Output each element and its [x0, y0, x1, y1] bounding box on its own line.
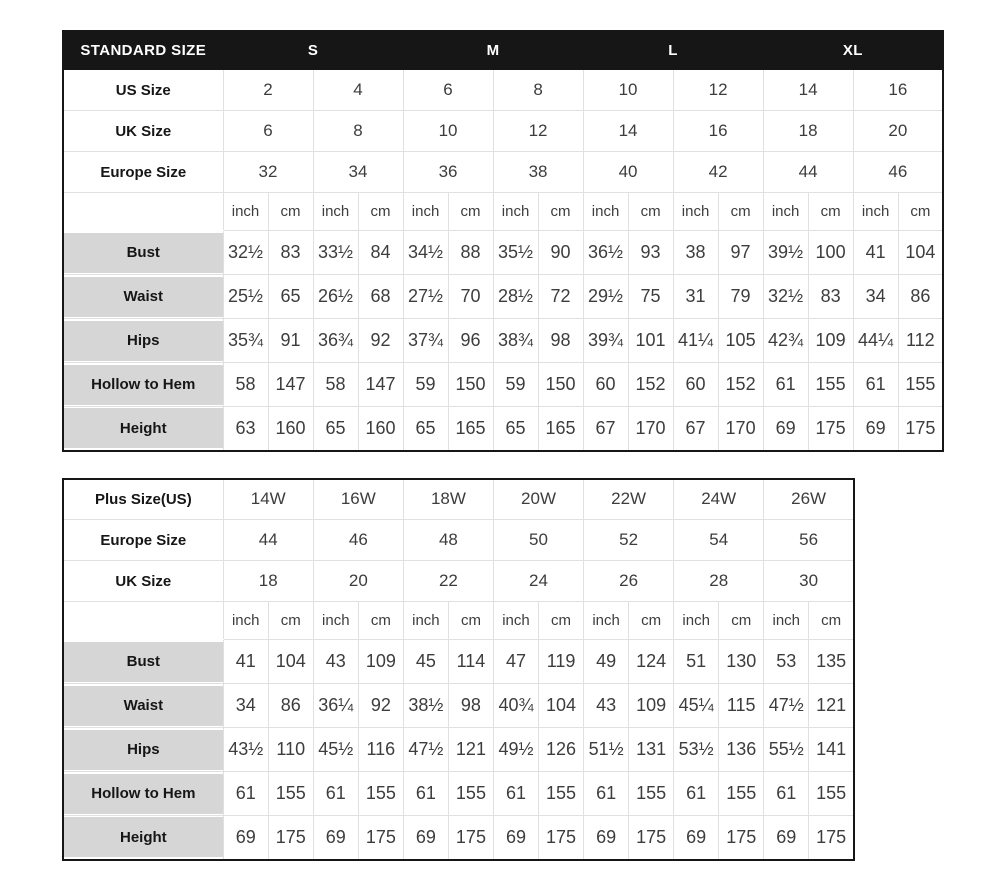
standard-table-body [63, 31, 943, 451]
measure-value-cell: 105 [718, 319, 763, 363]
measure-value-cell: 67 [673, 407, 718, 451]
measure-value-cell: 147 [268, 363, 313, 407]
measure-value-cell: 175 [719, 816, 764, 860]
measure-row-label: Waist [64, 686, 223, 726]
measure-label-cell [63, 363, 223, 407]
measure-value-cell: 69 [584, 816, 629, 860]
measure-row [63, 231, 943, 275]
unit-label-cell: cm [358, 193, 403, 231]
measure-value-cell: 61 [674, 772, 719, 816]
measure-value-cell: 61 [764, 772, 809, 816]
measure-value-cell: 155 [719, 772, 764, 816]
measure-value-cell: 175 [809, 816, 854, 860]
measure-value-cell: 86 [268, 684, 313, 728]
row-label: UK Size [63, 111, 223, 152]
measure-label-cell [63, 640, 223, 684]
measure-value-cell: 42¾ [763, 319, 808, 363]
size-value-cell: 42 [673, 152, 763, 193]
measure-value-cell: 131 [629, 728, 674, 772]
measure-value-cell: 155 [448, 772, 493, 816]
measure-value-cell: 175 [539, 816, 584, 860]
measure-value-cell: 100 [808, 231, 853, 275]
measure-value-cell: 104 [539, 684, 584, 728]
standard-size-table [62, 30, 944, 452]
measure-value-cell: 69 [764, 816, 809, 860]
measure-value-cell: 61 [853, 363, 898, 407]
size-value-cell: 38 [493, 152, 583, 193]
measure-value-cell: 58 [313, 363, 358, 407]
measure-value-cell: 34½ [403, 231, 448, 275]
measure-row [63, 363, 943, 407]
measure-value-cell: 69 [853, 407, 898, 451]
measure-value-cell: 109 [358, 640, 403, 684]
measure-value-cell: 135 [809, 640, 854, 684]
measure-label-cell [63, 728, 223, 772]
measure-value-cell: 75 [628, 275, 673, 319]
size-value-cell: 40 [583, 152, 673, 193]
size-group-header: XL [763, 31, 943, 70]
measure-value-cell: 124 [629, 640, 674, 684]
measure-value-cell: 175 [448, 816, 493, 860]
size-group-header: M [403, 31, 583, 70]
measure-value-cell: 69 [403, 816, 448, 860]
measure-row-label: Bust [64, 642, 223, 682]
measure-label-cell [63, 231, 223, 275]
measure-label-cell [63, 275, 223, 319]
measure-value-cell: 92 [358, 319, 403, 363]
measure-row [63, 816, 854, 860]
unit-label-cell: cm [538, 193, 583, 231]
unit-row [63, 193, 943, 231]
size-value-cell: 20W [493, 479, 583, 520]
measure-value-cell: 38½ [403, 684, 448, 728]
measure-row-label: Bust [64, 233, 223, 273]
measure-value-cell: 47½ [403, 728, 448, 772]
measure-value-cell: 61 [223, 772, 268, 816]
unit-row-spacer [63, 193, 223, 231]
size-value-cell: 16 [673, 111, 763, 152]
measure-value-cell: 32½ [223, 231, 268, 275]
unit-label-cell: inch [223, 193, 268, 231]
size-value-cell: 18 [223, 561, 313, 602]
size-value-cell: 14W [223, 479, 313, 520]
measure-label-cell [63, 407, 223, 451]
measure-row-label: Hollow to Hem [64, 365, 223, 405]
measure-row [63, 407, 943, 451]
size-value-cell: 2 [223, 70, 313, 111]
unit-label-cell: inch [674, 602, 719, 640]
size-value-cell: 22 [403, 561, 493, 602]
measure-value-cell: 34 [853, 275, 898, 319]
measure-value-cell: 69 [763, 407, 808, 451]
measure-label-cell [63, 772, 223, 816]
measure-value-cell: 47½ [764, 684, 809, 728]
size-value-cell: 32 [223, 152, 313, 193]
size-row [63, 111, 943, 152]
unit-label-cell: inch [764, 602, 809, 640]
unit-label-cell: cm [808, 193, 853, 231]
size-value-cell: 20 [853, 111, 943, 152]
measure-value-cell: 152 [718, 363, 763, 407]
size-value-cell: 4 [313, 70, 403, 111]
measure-value-cell: 38¾ [493, 319, 538, 363]
measure-value-cell: 109 [808, 319, 853, 363]
measure-row-label: Hollow to Hem [64, 774, 223, 814]
measure-value-cell: 27½ [403, 275, 448, 319]
measure-value-cell: 152 [628, 363, 673, 407]
measure-value-cell: 61 [403, 772, 448, 816]
measure-value-cell: 70 [448, 275, 493, 319]
measure-value-cell: 69 [674, 816, 719, 860]
measure-value-cell: 44¼ [853, 319, 898, 363]
measure-value-cell: 150 [448, 363, 493, 407]
unit-label-cell: inch [583, 193, 628, 231]
size-value-cell: 30 [764, 561, 854, 602]
size-value-cell: 28 [674, 561, 764, 602]
measure-value-cell: 147 [358, 363, 403, 407]
size-value-cell: 6 [403, 70, 493, 111]
measure-value-cell: 37¾ [403, 319, 448, 363]
measure-value-cell: 115 [719, 684, 764, 728]
measure-value-cell: 61 [313, 772, 358, 816]
unit-label-cell: inch [763, 193, 808, 231]
measure-value-cell: 65 [403, 407, 448, 451]
size-value-cell: 12 [493, 111, 583, 152]
measure-value-cell: 60 [583, 363, 628, 407]
size-row [63, 70, 943, 111]
measure-value-cell: 43 [584, 684, 629, 728]
measure-row-label: Hips [64, 730, 223, 770]
measure-value-cell: 51½ [584, 728, 629, 772]
size-value-cell: 16W [313, 479, 403, 520]
measure-value-cell: 69 [493, 816, 538, 860]
row-label: Europe Size [63, 152, 223, 193]
unit-label-cell: cm [629, 602, 674, 640]
measure-label-cell [63, 816, 223, 860]
measure-value-cell: 92 [358, 684, 403, 728]
size-value-cell: 8 [493, 70, 583, 111]
size-value-cell: 24W [674, 479, 764, 520]
size-value-cell: 26 [584, 561, 674, 602]
measure-value-cell: 90 [538, 231, 583, 275]
row-label: US Size [63, 70, 223, 111]
measure-row [63, 640, 854, 684]
measure-value-cell: 55½ [764, 728, 809, 772]
measure-value-cell: 84 [358, 231, 403, 275]
measure-value-cell: 45½ [313, 728, 358, 772]
measure-value-cell: 93 [628, 231, 673, 275]
measure-value-cell: 47 [493, 640, 538, 684]
size-value-cell: 46 [853, 152, 943, 193]
measure-value-cell: 26½ [313, 275, 358, 319]
measure-value-cell: 109 [629, 684, 674, 728]
unit-label-cell: cm [718, 193, 763, 231]
measure-value-cell: 25½ [223, 275, 268, 319]
measure-value-cell: 155 [808, 363, 853, 407]
measure-value-cell: 31 [673, 275, 718, 319]
measure-value-cell: 41 [853, 231, 898, 275]
unit-label-cell: inch [403, 602, 448, 640]
measure-value-cell: 130 [719, 640, 764, 684]
unit-label-cell: cm [628, 193, 673, 231]
measure-value-cell: 96 [448, 319, 493, 363]
size-value-cell: 54 [674, 520, 764, 561]
measure-value-cell: 141 [809, 728, 854, 772]
unit-label-cell: inch [584, 602, 629, 640]
measure-row [63, 772, 854, 816]
measure-value-cell: 155 [809, 772, 854, 816]
unit-label-cell: cm [358, 602, 403, 640]
measure-value-cell: 58 [223, 363, 268, 407]
size-row [63, 520, 854, 561]
measure-row-label: Hips [64, 321, 223, 361]
measure-value-cell: 59 [403, 363, 448, 407]
measure-value-cell: 79 [718, 275, 763, 319]
measure-row [63, 728, 854, 772]
size-value-cell: 22W [584, 479, 674, 520]
measure-label-cell [63, 684, 223, 728]
measure-value-cell: 36¾ [313, 319, 358, 363]
unit-label-cell: cm [539, 602, 584, 640]
measure-value-cell: 65 [268, 275, 313, 319]
size-group-header: S [223, 31, 403, 70]
measure-value-cell: 175 [808, 407, 853, 451]
measure-value-cell: 65 [313, 407, 358, 451]
measure-value-cell: 45¼ [674, 684, 719, 728]
measure-value-cell: 36½ [583, 231, 628, 275]
unit-label-cell: cm [448, 602, 493, 640]
measure-value-cell: 61 [493, 772, 538, 816]
measure-value-cell: 175 [629, 816, 674, 860]
size-value-cell: 44 [763, 152, 853, 193]
measure-value-cell: 83 [808, 275, 853, 319]
unit-label-cell: inch [403, 193, 448, 231]
measure-value-cell: 160 [358, 407, 403, 451]
size-value-cell: 44 [223, 520, 313, 561]
measure-value-cell: 126 [539, 728, 584, 772]
measure-value-cell: 28½ [493, 275, 538, 319]
row-label: Europe Size [63, 520, 223, 561]
measure-row-label: Height [64, 408, 223, 448]
measure-row [63, 319, 943, 363]
measure-value-cell: 170 [718, 407, 763, 451]
measure-value-cell: 69 [223, 816, 268, 860]
unit-label-cell: cm [448, 193, 493, 231]
measure-value-cell: 61 [584, 772, 629, 816]
measure-value-cell: 53 [764, 640, 809, 684]
measure-value-cell: 29½ [583, 275, 628, 319]
size-value-cell: 34 [313, 152, 403, 193]
chart-title: STANDARD SIZE [63, 31, 223, 70]
size-value-cell: 50 [493, 520, 583, 561]
size-value-cell: 56 [764, 520, 854, 561]
measure-value-cell: 104 [898, 231, 943, 275]
size-row [63, 152, 943, 193]
measure-value-cell: 41 [223, 640, 268, 684]
measure-value-cell: 114 [448, 640, 493, 684]
measure-value-cell: 150 [538, 363, 583, 407]
size-value-cell: 10 [583, 70, 673, 111]
measure-value-cell: 38 [673, 231, 718, 275]
measure-value-cell: 59 [493, 363, 538, 407]
size-value-cell: 12 [673, 70, 763, 111]
measure-value-cell: 165 [538, 407, 583, 451]
measure-row-label: Height [64, 817, 223, 857]
measure-value-cell: 119 [539, 640, 584, 684]
measure-value-cell: 110 [268, 728, 313, 772]
unit-label-cell: cm [719, 602, 764, 640]
measure-row [63, 275, 943, 319]
measure-value-cell: 121 [809, 684, 854, 728]
unit-label-cell: cm [268, 602, 313, 640]
measure-value-cell: 160 [268, 407, 313, 451]
size-value-cell: 26W [764, 479, 854, 520]
size-value-cell: 8 [313, 111, 403, 152]
unit-label-cell: cm [268, 193, 313, 231]
unit-label-cell: inch [313, 602, 358, 640]
measure-value-cell: 112 [898, 319, 943, 363]
row-label: UK Size [63, 561, 223, 602]
measure-value-cell: 60 [673, 363, 718, 407]
row-label: Plus Size(US) [63, 479, 223, 520]
measure-value-cell: 116 [358, 728, 403, 772]
measure-value-cell: 155 [539, 772, 584, 816]
size-value-cell: 20 [313, 561, 403, 602]
measure-value-cell: 61 [763, 363, 808, 407]
measure-value-cell: 175 [898, 407, 943, 451]
measure-value-cell: 53½ [674, 728, 719, 772]
measure-value-cell: 155 [268, 772, 313, 816]
measure-value-cell: 175 [268, 816, 313, 860]
measure-value-cell: 86 [898, 275, 943, 319]
size-value-cell: 10 [403, 111, 493, 152]
measure-value-cell: 121 [448, 728, 493, 772]
measure-value-cell: 39½ [763, 231, 808, 275]
unit-label-cell: inch [853, 193, 898, 231]
measure-value-cell: 35½ [493, 231, 538, 275]
measure-value-cell: 98 [448, 684, 493, 728]
measure-value-cell: 65 [493, 407, 538, 451]
size-value-cell: 36 [403, 152, 493, 193]
measure-value-cell: 49½ [493, 728, 538, 772]
measure-value-cell: 33½ [313, 231, 358, 275]
measure-value-cell: 101 [628, 319, 673, 363]
measure-value-cell: 175 [358, 816, 403, 860]
unit-label-cell: inch [493, 193, 538, 231]
measure-value-cell: 34 [223, 684, 268, 728]
measure-label-cell [63, 319, 223, 363]
measure-value-cell: 32½ [763, 275, 808, 319]
measure-value-cell: 39¾ [583, 319, 628, 363]
size-value-cell: 46 [313, 520, 403, 561]
unit-label-cell: inch [313, 193, 358, 231]
measure-value-cell: 43½ [223, 728, 268, 772]
table-header-row [63, 31, 943, 70]
measure-value-cell: 69 [313, 816, 358, 860]
measure-value-cell: 43 [313, 640, 358, 684]
plus-table-body [63, 479, 854, 860]
measure-value-cell: 155 [358, 772, 403, 816]
size-value-cell: 48 [403, 520, 493, 561]
measure-value-cell: 63 [223, 407, 268, 451]
size-row [63, 561, 854, 602]
measure-value-cell: 51 [674, 640, 719, 684]
size-value-cell: 6 [223, 111, 313, 152]
unit-label-cell: inch [223, 602, 268, 640]
size-value-cell: 18W [403, 479, 493, 520]
unit-label-cell: inch [673, 193, 718, 231]
measure-value-cell: 155 [898, 363, 943, 407]
measure-value-cell: 155 [629, 772, 674, 816]
measure-value-cell: 41¼ [673, 319, 718, 363]
measure-value-cell: 104 [268, 640, 313, 684]
measure-row [63, 684, 854, 728]
measure-value-cell: 83 [268, 231, 313, 275]
measure-value-cell: 35¾ [223, 319, 268, 363]
measure-value-cell: 170 [628, 407, 673, 451]
size-value-cell: 14 [763, 70, 853, 111]
measure-value-cell: 45 [403, 640, 448, 684]
size-value-cell: 14 [583, 111, 673, 152]
size-value-cell: 18 [763, 111, 853, 152]
unit-row-spacer [63, 602, 223, 640]
size-value-cell: 16 [853, 70, 943, 111]
size-value-cell: 24 [493, 561, 583, 602]
measure-value-cell: 72 [538, 275, 583, 319]
size-row [63, 479, 854, 520]
measure-value-cell: 91 [268, 319, 313, 363]
plus-size-table [62, 478, 855, 861]
measure-row-label: Waist [64, 277, 223, 317]
measure-value-cell: 49 [584, 640, 629, 684]
measure-value-cell: 67 [583, 407, 628, 451]
measure-value-cell: 88 [448, 231, 493, 275]
measure-value-cell: 68 [358, 275, 403, 319]
measure-value-cell: 36¼ [313, 684, 358, 728]
size-value-cell: 52 [584, 520, 674, 561]
unit-row [63, 602, 854, 640]
measure-value-cell: 98 [538, 319, 583, 363]
measure-value-cell: 40¾ [493, 684, 538, 728]
unit-label-cell: cm [809, 602, 854, 640]
unit-label-cell: cm [898, 193, 943, 231]
unit-label-cell: inch [493, 602, 538, 640]
measure-value-cell: 97 [718, 231, 763, 275]
size-group-header: L [583, 31, 763, 70]
measure-value-cell: 136 [719, 728, 764, 772]
measure-value-cell: 165 [448, 407, 493, 451]
